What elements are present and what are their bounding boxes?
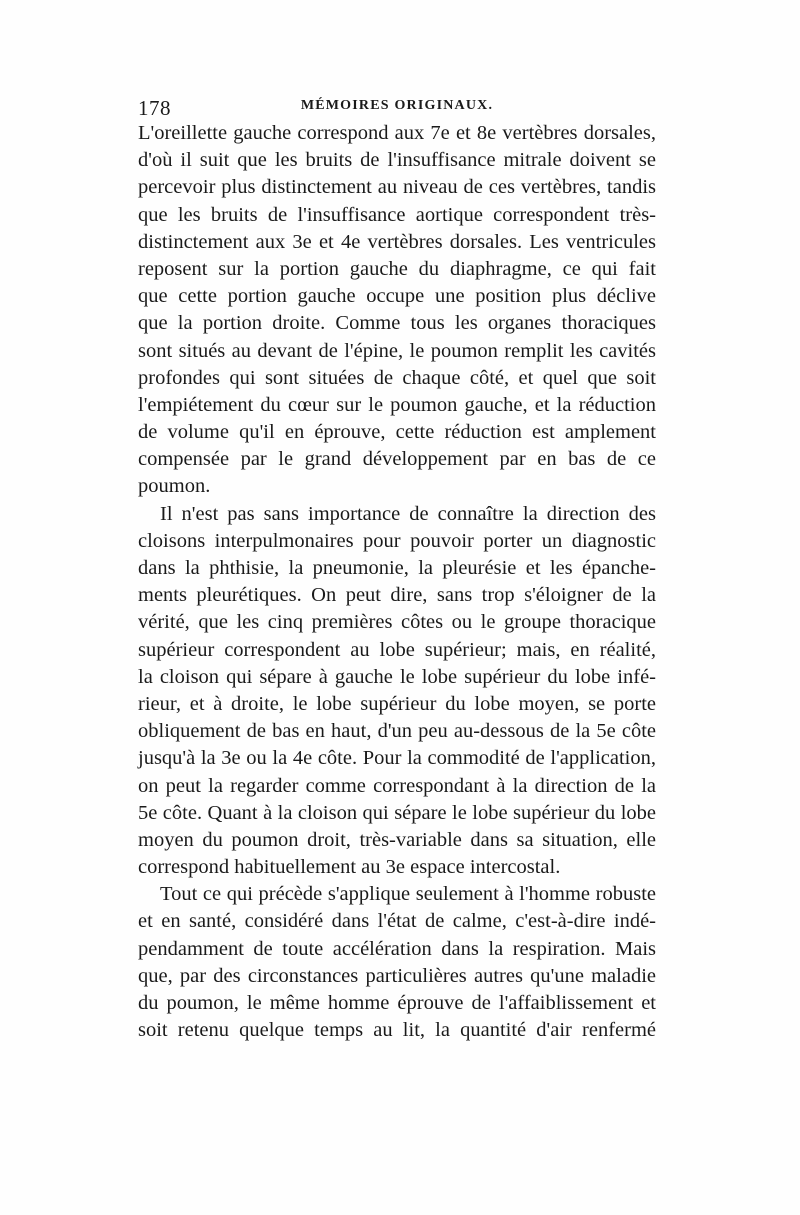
text-line: Tout ce qui précède s'applique seulement à l'homme robuste	[160, 883, 656, 906]
text-line: que cette portion gauche occupe une position plus déclive	[138, 285, 656, 308]
text-line: sont situés au devant de l'épine, le poumon remplit les cavités	[138, 339, 656, 362]
text-line: percevoir plus distinctement au niveau de ces vertèbres, tandis	[138, 176, 656, 199]
text-line: jusqu'à la 3e ou la 4e côte. Pour la commodité de l'application,	[138, 747, 656, 770]
text-line: rieur, et à droite, le lobe supérieur du lobe moyen, se porte	[138, 692, 656, 715]
text-line: l'empiétement du cœur sur le poumon gauche, et la réduction	[138, 393, 656, 416]
text-line: soit retenu quelque temps au lit, la quantité d'air renfermé	[138, 1019, 656, 1042]
text-line: Il n'est pas sans importance de connaître la direction des	[160, 502, 656, 525]
text-line: poumon.	[138, 475, 211, 498]
text-line: on peut la regarder comme correspondant à la direction de la	[138, 774, 656, 797]
text-line: que, par des circonstances particulières autres qu'une maladie	[138, 964, 656, 987]
running-head	[138, 96, 656, 122]
text-line: correspond habituellement au 3e espace intercostal.	[138, 856, 561, 879]
page-number: 178	[138, 96, 171, 120]
text-line: ments pleurétiques. On peut dire, sans trop s'éloigner de la	[138, 584, 656, 607]
text-line: pendamment de toute accélération dans la respiration. Mais	[138, 937, 656, 960]
text-line: dans la phthisie, la pneumonie, la pleurésie et les épanche-	[138, 557, 656, 579]
text-line: compensée par le grand développement par en bas de ce	[138, 448, 656, 471]
text-line: et en santé, considéré dans l'état de calme, c'est-à-dire indé-	[138, 910, 656, 933]
text-line: que la portion droite. Comme tous les organes thoraciques	[138, 312, 656, 335]
running-head-title: MÉMOIRES ORIGINAUX.	[300, 98, 494, 113]
text-line: cloisons interpulmonaires pour pouvoir porter un diagnostic	[138, 529, 656, 552]
body-text	[138, 120, 656, 1044]
text-line: de volume qu'il en éprouve, cette réduction est amplement	[138, 421, 656, 444]
text-line: du poumon, le même homme éprouve de l'affaiblissement et	[138, 992, 656, 1014]
text-line: obliquement de bas en haut, d'un peu au-dessous de la 5e côte	[138, 720, 656, 743]
text-line: 5e côte. Quant à la cloison qui sépare le lobe supérieur du lobe	[138, 801, 656, 824]
text-line: d'où il suit que les bruits de l'insuffisance mitrale doivent se	[138, 149, 656, 172]
text-line: L'oreillette gauche correspond aux 7e et 8e vertèbres dorsales,	[138, 122, 656, 144]
text-line: la cloison qui sépare à gauche le lobe supérieur du lobe infé-	[138, 665, 656, 688]
text-line: profondes qui sont situées de chaque côté, et quel que soit	[138, 366, 656, 389]
text-line: vérité, que les cinq premières côtes ou le groupe thoracique	[138, 611, 656, 634]
text-line: distinctement aux 3e et 4e vertèbres dorsales. Les ventricules	[138, 230, 656, 253]
text-line: reposent sur la portion gauche du diaphragme, ce qui fait	[138, 257, 656, 280]
text-line: supérieur correspondent au lobe supérieur; mais, en réalité,	[138, 638, 656, 661]
text-line: que les bruits de l'insuffisance aortique correspondent très-	[138, 203, 656, 226]
text-line: moyen du poumon droit, très-variable dans sa situation, elle	[138, 828, 656, 851]
